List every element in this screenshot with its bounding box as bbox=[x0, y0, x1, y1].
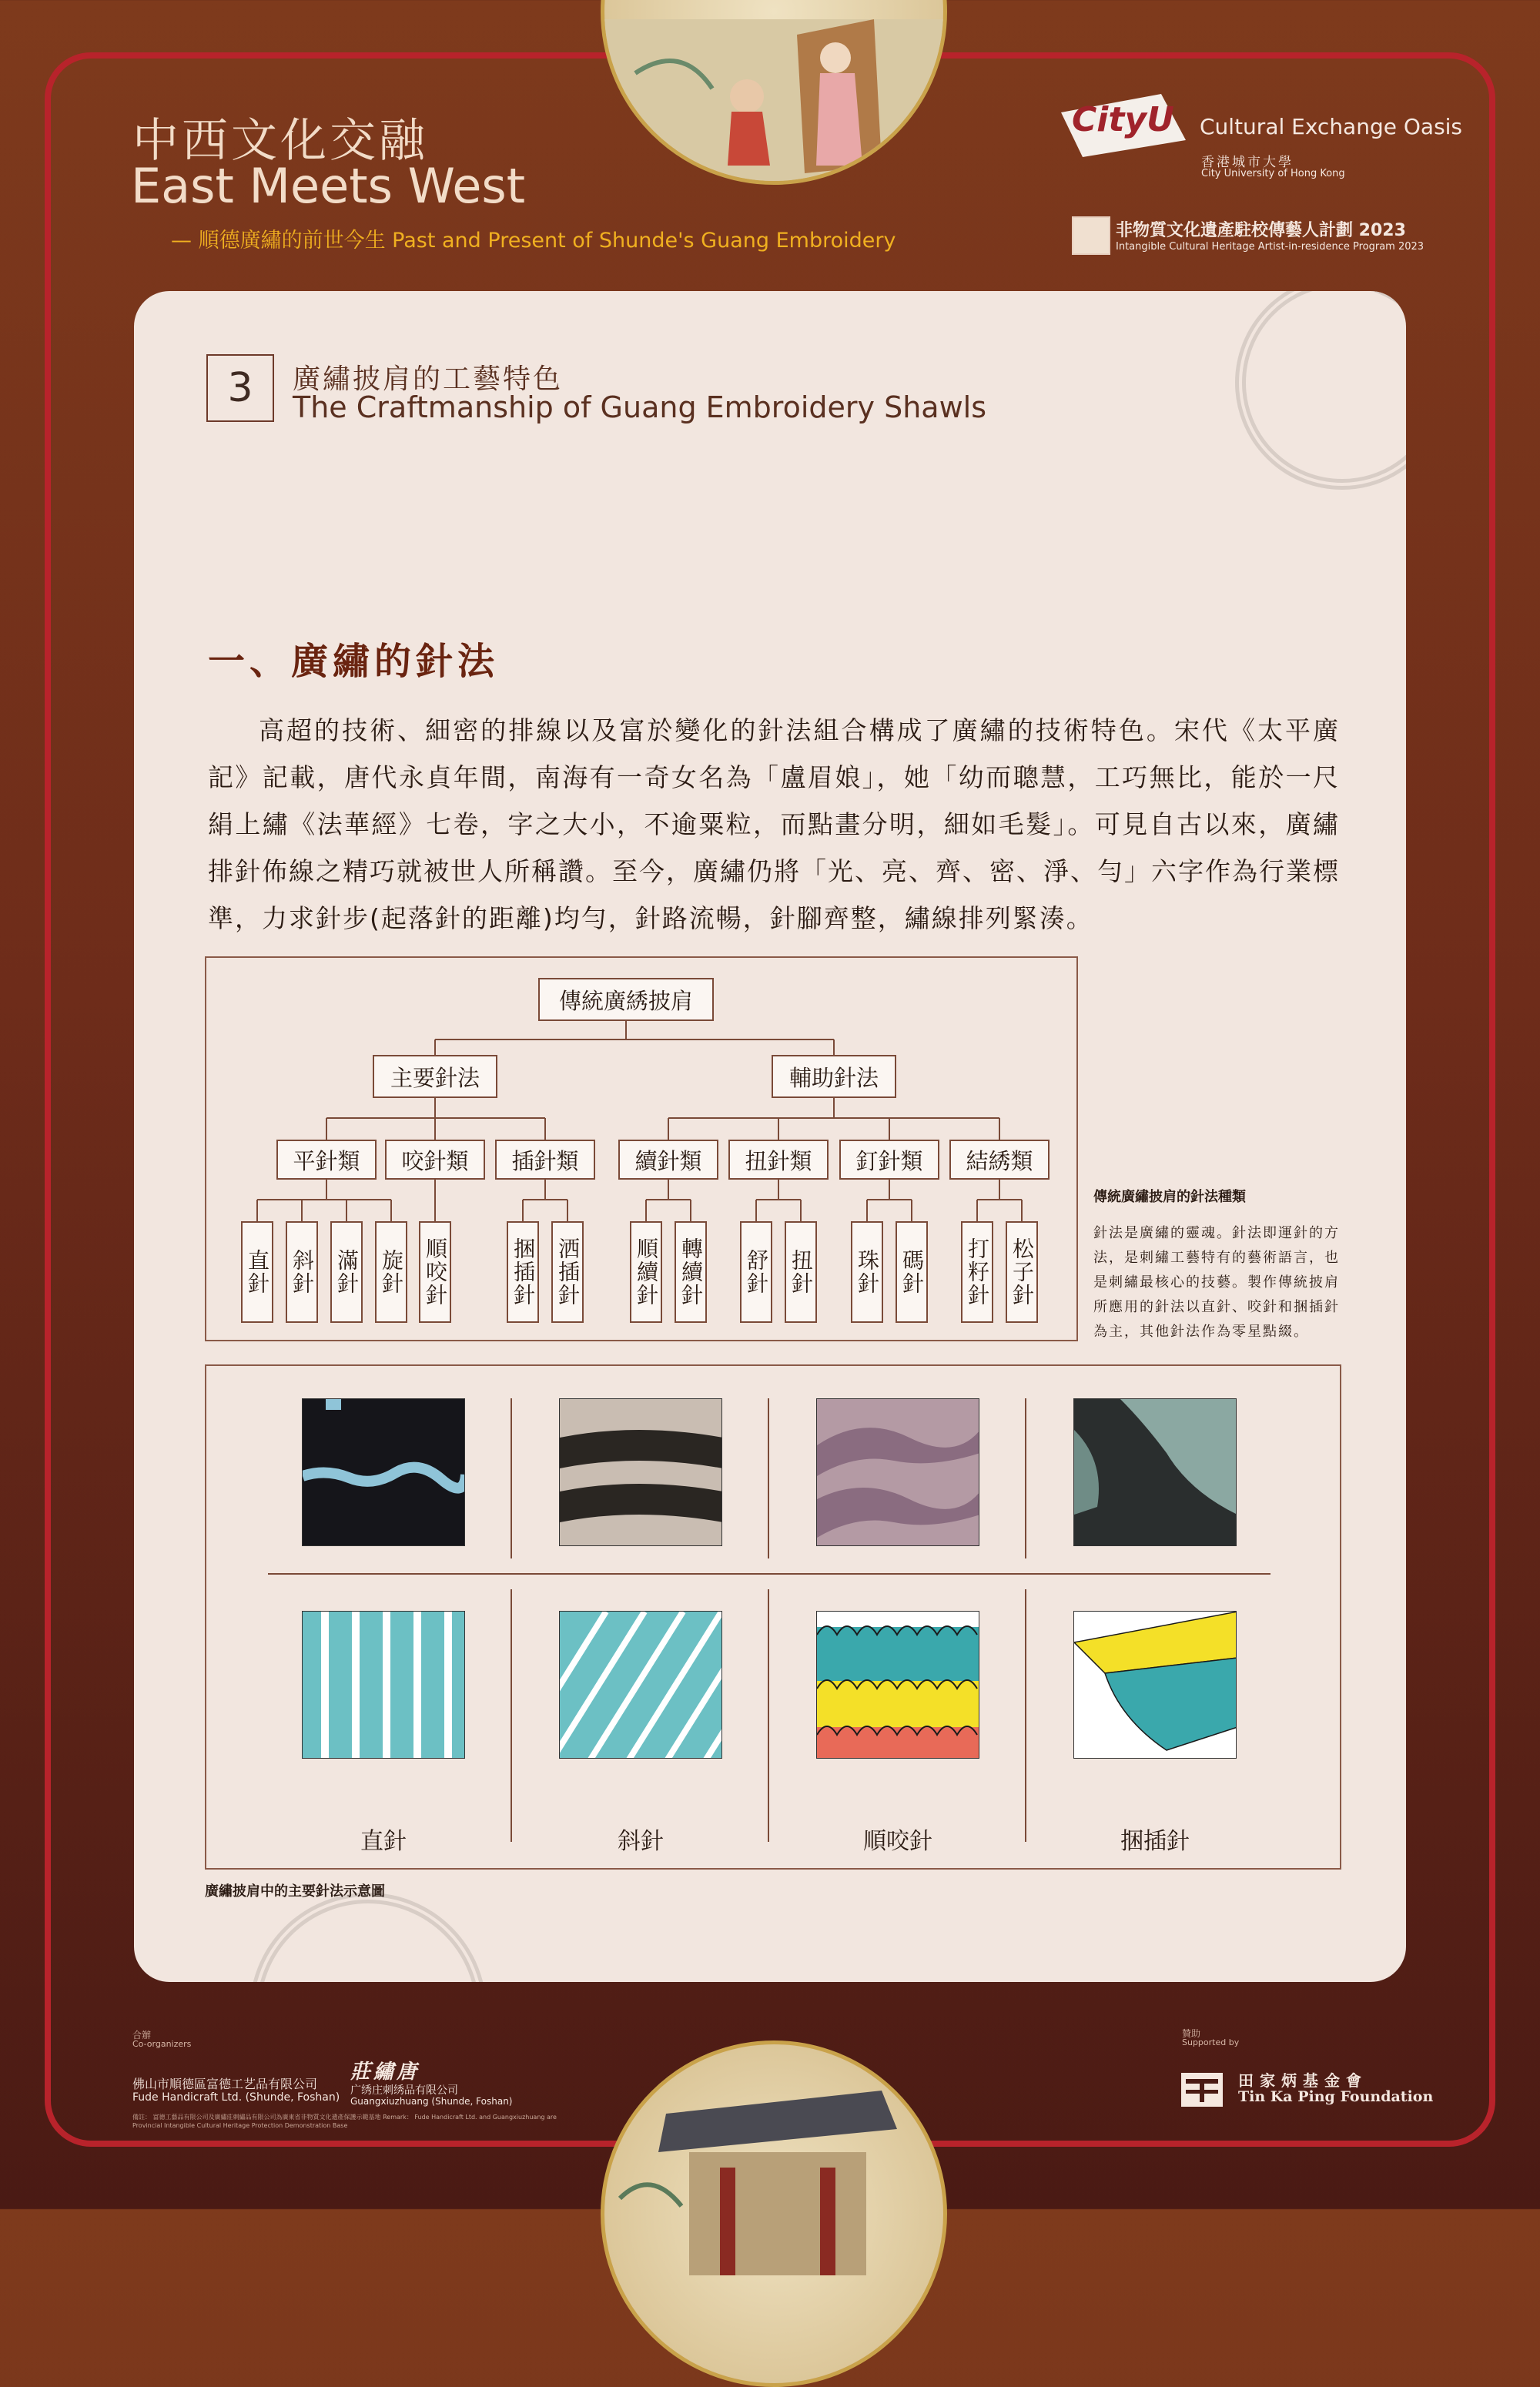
stitch-classification-tree bbox=[205, 956, 1078, 1341]
embroidery-medallion-bottom bbox=[601, 2040, 947, 2387]
stitch-heading: 一、廣繡的針法 bbox=[208, 640, 500, 683]
tree-category: 扭針類 bbox=[728, 1140, 829, 1180]
stitch-photo-bundled bbox=[1073, 1398, 1237, 1546]
tree-leaf: 順咬針 bbox=[419, 1221, 451, 1323]
program-seal-icon bbox=[1072, 216, 1110, 255]
coorganizers-label-en: Co-organizers bbox=[132, 2039, 192, 2049]
guangxiuzhuang-name-zh: 广绣庄刺绣品有限公司 bbox=[350, 2084, 458, 2097]
tree-leaf: 滿針 bbox=[330, 1221, 363, 1323]
tree-leaf: 松子針 bbox=[1006, 1221, 1038, 1323]
tree-root: 傳統廣綉披肩 bbox=[538, 978, 714, 1021]
fret-pattern-decoration-bottom bbox=[249, 1893, 487, 1982]
title-zh: 中西文化交融 bbox=[132, 114, 428, 168]
tree-leaf: 順續針 bbox=[630, 1221, 662, 1323]
tree-leaf: 打籽針 bbox=[961, 1221, 993, 1323]
tin-ka-ping-name-zh: 田家炳基金會 bbox=[1238, 2071, 1368, 2090]
tree-category: 平針類 bbox=[276, 1140, 377, 1180]
tree-category: 結綉類 bbox=[949, 1140, 1050, 1180]
stitch-grid-caption: 廣繡披肩中的主要針法示意圖 bbox=[205, 1883, 385, 1900]
cityu-logo-text: CityU bbox=[1072, 100, 1174, 139]
stitch-diagram-straight bbox=[302, 1611, 465, 1759]
stitch-photo-diagonal bbox=[559, 1398, 722, 1546]
tree-leaf: 旋針 bbox=[375, 1221, 407, 1323]
cityu-name-zh: 香港城市大學 bbox=[1201, 155, 1294, 170]
supported-by-label-en: Supported by bbox=[1182, 2037, 1240, 2047]
tree-leaf: 轉續針 bbox=[675, 1221, 707, 1323]
stitch-diagram-biting bbox=[816, 1611, 979, 1759]
program-title-en: Intangible Cultural Heritage Artist-in-residence Program 2023 bbox=[1116, 241, 1424, 253]
section-title-zh: 廣繡披肩的工藝特色 bbox=[293, 363, 564, 395]
tree-leaf: 珠針 bbox=[851, 1221, 883, 1323]
supported-by-label-zh: 贊助 bbox=[1182, 2028, 1201, 2039]
tree-caption-title: 傳統廣繡披肩的針法種類 bbox=[1093, 1189, 1246, 1205]
tree-leaf: 舒針 bbox=[740, 1221, 772, 1323]
stitch-photo-straight bbox=[302, 1398, 465, 1546]
subtitle: — 順德廣繡的前世今生 Past and Present of Shunde's Guang Embroidery bbox=[171, 229, 896, 253]
tree-leaf: 斜針 bbox=[286, 1221, 318, 1323]
tree-category: 釘針類 bbox=[839, 1140, 939, 1180]
footer-remark: 備註： 富德工藝品有限公司及廣繡莊刺繡品有限公司為廣東省非物質文化遺產保護示範基地 Remark： Fude Handicraft Ltd. and Guangxiuzhuang are Provincial Intangible Cultural Heritage Protection Demonstration Base bbox=[132, 2114, 557, 2129]
tree-aux-stitches: 輔助針法 bbox=[772, 1055, 896, 1098]
tree-leaf: 扭針 bbox=[785, 1221, 817, 1323]
program-title-zh: 非物質文化遺產駐校傳藝人計劃 2023 bbox=[1116, 221, 1406, 240]
section-title-en: The Craftmanship of Guang Embroidery Shawls bbox=[293, 390, 986, 424]
tree-category: 續針類 bbox=[618, 1140, 718, 1180]
tree-leaf: 洒插針 bbox=[551, 1221, 584, 1323]
stitch-label: 順咬針 bbox=[863, 1828, 932, 1855]
coorganizers-label-zh: 合辦 bbox=[132, 2030, 152, 2040]
tree-leaf: 直針 bbox=[241, 1221, 273, 1323]
content-panel bbox=[134, 291, 1406, 1982]
intro-paragraph: 高超的技術、細密的排線以及富於變化的針法組合構成了廣繡的技術特色。宋代《太平廣記》記載，唐代永貞年間，南海有一奇女名為「盧眉娘」，她「幼而聰慧，工巧無比，能於一尺絹上繡《法華經》七卷，字之大小，不逾粟粒，而點畫分明，細如毛髮」。可見自古以來，廣繡排針佈線之精巧就被世人所稱讚。至今，廣繡仍將「光、亮、齊、密、淨、勻」六字作為行業標準，力求針步(起落針的距離)均勻，針路流暢，針腳齊整，繡線排列緊湊。 bbox=[208, 715, 1340, 933]
fude-name-zh: 佛山市順德區富德工艺品有限公司 bbox=[132, 2077, 318, 2091]
tree-leaf: 捆插針 bbox=[507, 1221, 539, 1323]
stitch-label: 斜針 bbox=[618, 1828, 664, 1855]
tin-ka-ping-logo-icon bbox=[1181, 2073, 1223, 2107]
section-number: 3 bbox=[206, 354, 274, 422]
guangxiuzhuang-name-en: Guangxiuzhuang (Shunde, Foshan) bbox=[350, 2096, 513, 2107]
tree-main-stitches: 主要針法 bbox=[373, 1055, 497, 1098]
cityu-name-en: City University of Hong Kong bbox=[1201, 168, 1345, 179]
tree-caption-body: 針法是廣繡的靈魂。針法即運針的方法，是刺繡工藝特有的藝術語言，也是刺繡最核心的技藝。製作傳統披肩所應用的針法以直針、咬針和捆插針為主，其他針法作為零星點綴。 bbox=[1093, 1225, 1340, 1340]
stitch-diagram-bundled bbox=[1073, 1611, 1237, 1759]
tree-leaf: 碼針 bbox=[896, 1221, 928, 1323]
stitch-label: 直針 bbox=[360, 1828, 407, 1855]
cultural-exchange-oasis: Cultural Exchange Oasis bbox=[1200, 114, 1463, 139]
stitch-diagram-diagonal bbox=[559, 1611, 722, 1759]
tree-category: 插針類 bbox=[495, 1140, 595, 1180]
stitch-label: 捆插針 bbox=[1120, 1828, 1190, 1855]
stitch-diagram-grid bbox=[205, 1364, 1341, 1870]
title-en: East Meets West bbox=[131, 158, 526, 214]
stitch-photo-biting bbox=[816, 1398, 979, 1546]
guangxiuzhuang-logo: 莊繡唐 bbox=[350, 2061, 420, 2084]
tree-category: 咬針類 bbox=[385, 1140, 485, 1180]
fret-pattern-decoration-top bbox=[1235, 291, 1406, 490]
tin-ka-ping-name-en: Tin Ka Ping Foundation bbox=[1238, 2088, 1434, 2105]
fude-name-en: Fude Handicraft Ltd. (Shunde, Foshan) bbox=[132, 2091, 340, 2104]
